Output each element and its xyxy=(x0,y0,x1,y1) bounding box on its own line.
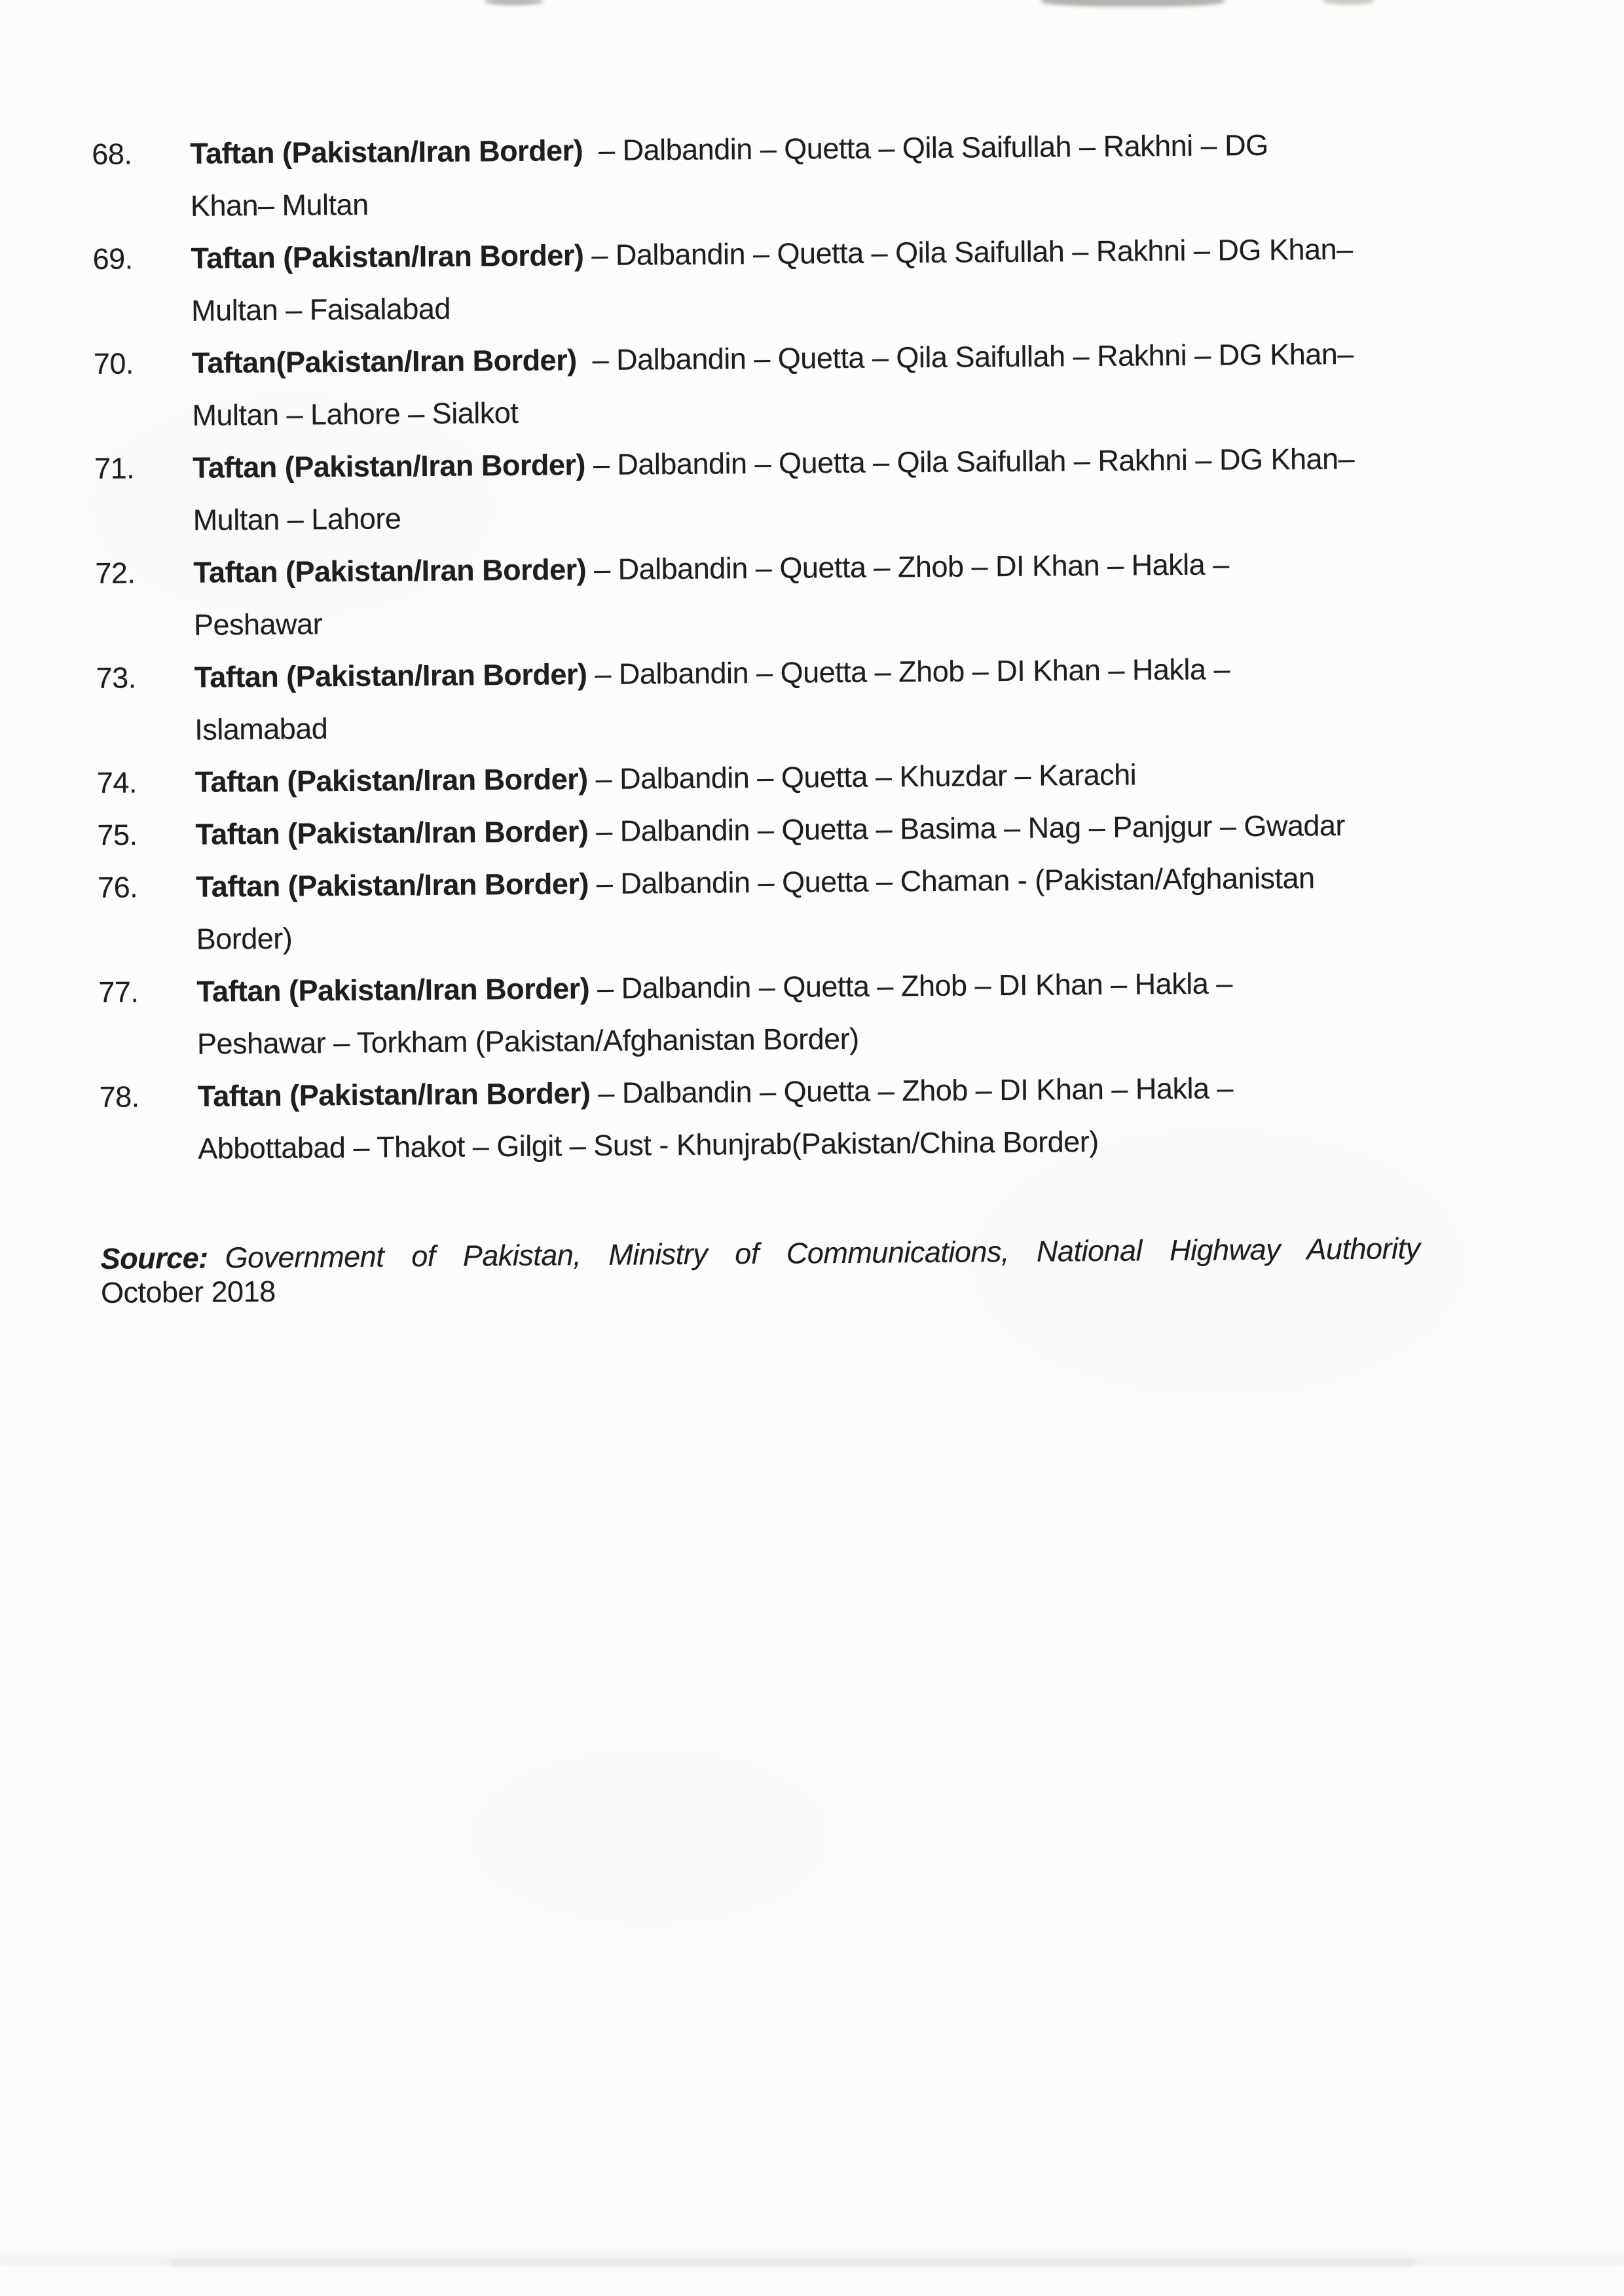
route-path: – Dalbandin – Quetta – Chaman - (Pakistan/Afghanistan xyxy=(588,861,1315,901)
route-path-continuation: Khan– Multan xyxy=(190,187,369,223)
route-path-continuation: Multan – Lahore – Sialkot xyxy=(192,395,519,432)
route-line xyxy=(194,641,1478,703)
route-line xyxy=(195,798,1479,860)
route-path: – Dalbandin – Quetta – Zhob – DI Khan – Hakla – xyxy=(589,966,1232,1006)
route-line xyxy=(196,850,1480,913)
route-path: – Dalbandin – Quetta – Khuzdar – Karachi xyxy=(587,757,1137,796)
route-list xyxy=(92,117,1483,1310)
route-origin-bold: Taftan (Pakistan/Iran Border) xyxy=(193,553,587,589)
route-path-continuation: Multan – Lahore xyxy=(193,501,401,537)
source-text: Government of Pakistan, Ministry of Communications, National Highway Authority xyxy=(225,1231,1420,1275)
route-path-continuation: Peshawar – Torkham (Pakistan/Afghanistan Border) xyxy=(196,1021,859,1061)
route-number: 73. xyxy=(96,661,136,695)
route-item xyxy=(96,641,1478,757)
route-item xyxy=(98,850,1480,966)
scan-artifact-top-right xyxy=(1323,0,1375,5)
route-number: 76. xyxy=(97,870,138,904)
route-path: – Dalbandin – Quetta – Qila Saifullah – Rakhni – DG Khan– xyxy=(576,337,1354,377)
route-line xyxy=(193,536,1477,598)
route-path: – Dalbandin – Quetta – Qila Saifullah – Rakhni – DG xyxy=(582,128,1268,168)
route-number: 75. xyxy=(97,818,138,852)
route-number: 70. xyxy=(93,346,134,380)
scan-artifact-top-left xyxy=(485,0,544,5)
source-note xyxy=(100,1231,1420,1310)
route-origin-bold: Taftan (Pakistan/Iran Border) xyxy=(192,448,586,484)
route-item xyxy=(95,536,1477,652)
route-number: 77. xyxy=(98,975,139,1009)
source-label: Source: xyxy=(100,1241,208,1275)
route-item xyxy=(92,117,1474,233)
route-path-continuation: Border) xyxy=(196,921,293,956)
route-path: – Dalbandin – Quetta – Zhob – DI Khan – Hakla – xyxy=(587,652,1230,691)
route-line xyxy=(197,1060,1481,1122)
route-number: 68. xyxy=(92,137,132,171)
route-number: 72. xyxy=(95,556,136,590)
route-origin-bold: Taftan(Pakistan/Iran Border) xyxy=(191,343,577,380)
route-line xyxy=(195,746,1479,808)
route-path: – Dalbandin – Quetta – Qila Saifullah – Rakhni – DG Khan– xyxy=(585,441,1355,482)
route-line xyxy=(192,327,1476,389)
route-number: 78. xyxy=(99,1080,139,1114)
route-origin-bold: Taftan (Pakistan/Iran Border) xyxy=(195,814,589,851)
route-number: 74. xyxy=(96,765,138,799)
scan-artifact-bottom-streak xyxy=(170,2259,1414,2267)
route-path-continuation: Abbottabad – Thakot – Gilgit – Sust - Khunjrab(Pakistan/China Border) xyxy=(198,1124,1099,1165)
route-path: – Dalbandin – Quetta – Zhob – DI Khan – Hakla – xyxy=(590,1071,1234,1110)
route-number: 71. xyxy=(94,451,135,485)
route-line xyxy=(190,117,1474,179)
source-date: October 2018 xyxy=(100,1274,276,1309)
route-item xyxy=(98,955,1481,1071)
route-origin-bold: Taftan (Pakistan/Iran Border) xyxy=(194,762,588,799)
route-origin-bold: Taftan (Pakistan/Iran Border) xyxy=(191,238,584,275)
route-item xyxy=(99,1060,1481,1176)
route-path-continuation: Peshawar xyxy=(193,607,323,642)
route-item xyxy=(94,431,1477,547)
route-line xyxy=(196,955,1481,1017)
route-line xyxy=(191,222,1475,284)
route-line xyxy=(193,431,1477,494)
route-origin-bold: Taftan (Pakistan/Iran Border) xyxy=(197,1076,591,1113)
route-path: – Dalbandin – Quetta – Basima – Nag – Panjgur – Gwadar xyxy=(588,809,1346,848)
route-origin-bold: Taftan (Pakistan/Iran Border) xyxy=(194,657,587,694)
route-path-continuation: Islamabad xyxy=(194,712,328,746)
route-origin-bold: Taftan (Pakistan/Iran Border) xyxy=(196,972,590,1008)
route-item xyxy=(92,222,1475,338)
route-item xyxy=(94,327,1476,443)
route-origin-bold: Taftan (Pakistan/Iran Border) xyxy=(190,134,583,170)
route-path: – Dalbandin – Quetta – Qila Saifullah – Rakhni – DG Khan– xyxy=(583,232,1353,272)
route-path-continuation: Multan – Faisalabad xyxy=(191,291,451,327)
scan-artifact-top-center xyxy=(1041,0,1225,7)
route-number: 69. xyxy=(92,242,133,276)
route-origin-bold: Taftan (Pakistan/Iran Border) xyxy=(195,867,589,903)
route-path: – Dalbandin – Quetta – Zhob – DI Khan – Hakla – xyxy=(585,547,1229,587)
